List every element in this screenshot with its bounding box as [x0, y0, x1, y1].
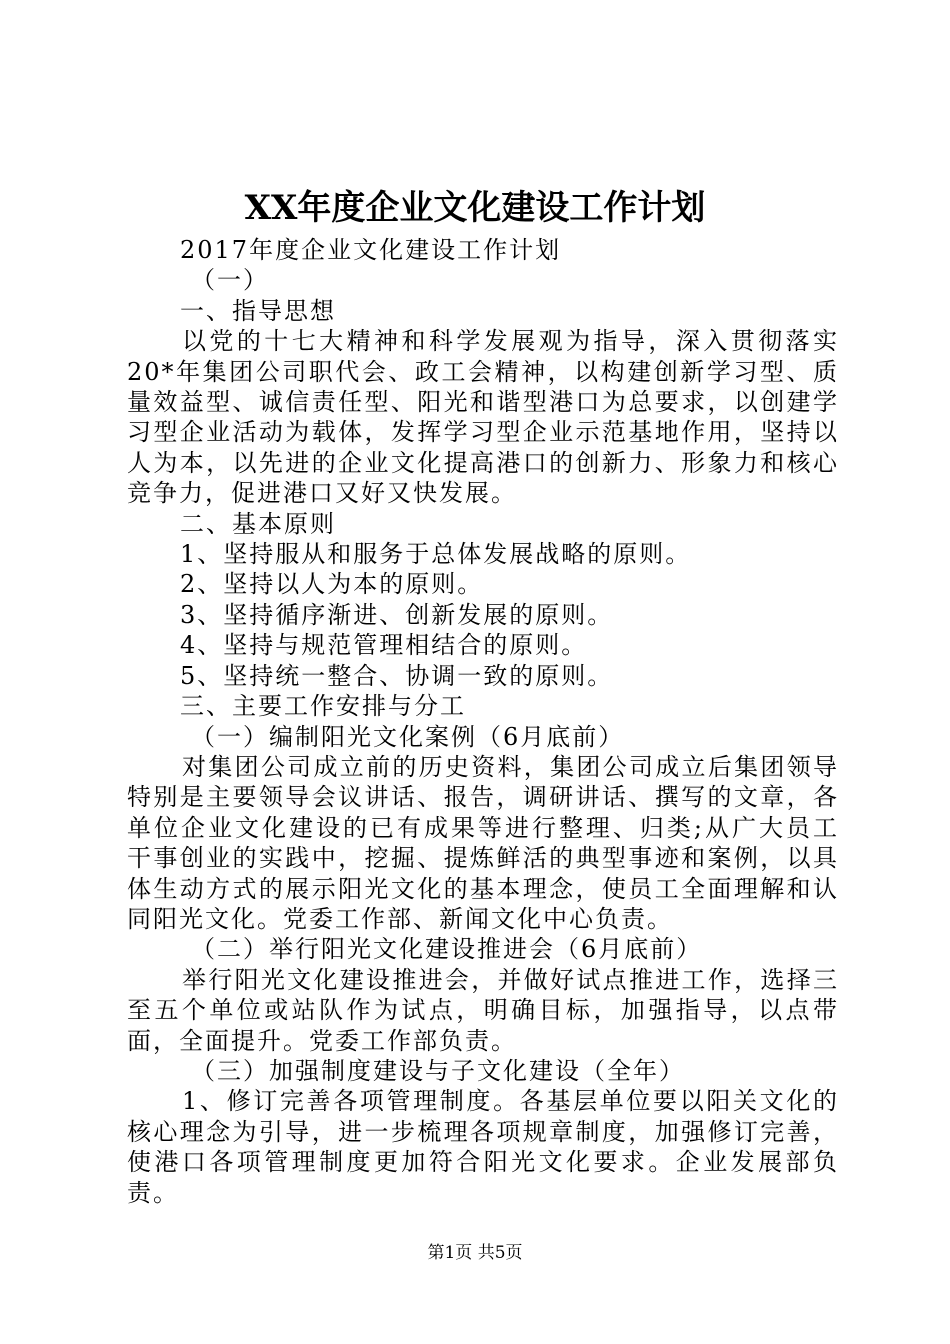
subheading-case-compilation: （一）编制阳光文化案例（6月底前） [191, 722, 625, 751]
paragraph-case-compilation: 对集团公司成立前的历史资料，集团公司成立后集团领导特别是主要领导会议讲话、报告，调研讲话、撰写的文章，各单位企业文化建设的已有成果等进行整理、归类;从广大员工干事创业的实践中，挖掘、提炼鲜活的典型事迹和案例，以具体生动方式的展示阳光文化的基本理念，使员工全面理解和认同阳光文化。党委工作部、新闻文化中心负责。 [127, 752, 839, 933]
list-item-principle-4: 4、坚持与规范管理相结合的原则。 [180, 631, 588, 660]
heading-basic-principles: 二、基本原则 [180, 509, 336, 538]
paragraph-guiding-thought: 以党的十七大精神和科学发展观为指导，深入贯彻落实20*年集团公司职代会、政工会精神，以构建创新学习型、质量效益型、诚信责任型、阳光和谐型港口为总要求，以创建学习型企业活动为载体，发挥学习型企业示范基地作用，坚持以人为本，以先进的企业文化提高港口的创新力、形象力和核心竞争力，促进港口又好又快发展。 [127, 327, 839, 508]
document-body [127, 235, 839, 1208]
paragraph-system-building: 1、修订完善各项管理制度。各基层单位要以阳关文化的核心理念为引导，进一步梳理各项规章制度，加强修订完善，使港口各项管理制度更加符合阳光文化要求。企业发展部负责。 [127, 1087, 839, 1207]
subheading-system-building: （三）加强制度建设与子文化建设（全年） [191, 1056, 685, 1085]
heading-main-work: 三、主要工作安排与分工 [180, 692, 466, 721]
heading-guiding-thought: 一、指导思想 [180, 296, 336, 325]
list-item-principle-3: 3、坚持循序渐进、创新发展的原则。 [180, 600, 614, 629]
subheading-promotion-meeting: （二）举行阳光文化建设推进会（6月底前） [191, 935, 703, 964]
list-item-principle-2: 2、坚持以人为本的原则。 [180, 570, 484, 599]
list-item-principle-5: 5、坚持统一整合、协调一致的原则。 [180, 661, 614, 690]
paragraph-promotion-meeting: 举行阳光文化建设推进会，并做好试点推进工作，选择三至五个单位或站队作为试点，明确目标，加强指导，以点带面，全面提升。党委工作部负责。 [127, 965, 839, 1055]
paragraph-part-number: （一） [191, 266, 269, 295]
document-title: XX年度企业文化建设工作计划 [244, 188, 706, 228]
paragraph-subtitle: 2017年度企业文化建设工作计划 [180, 236, 562, 264]
page-footer: 第1页 共5页 [427, 1243, 523, 1263]
list-item-principle-1: 1、坚持服从和服务于总体发展战略的原则。 [180, 540, 692, 569]
